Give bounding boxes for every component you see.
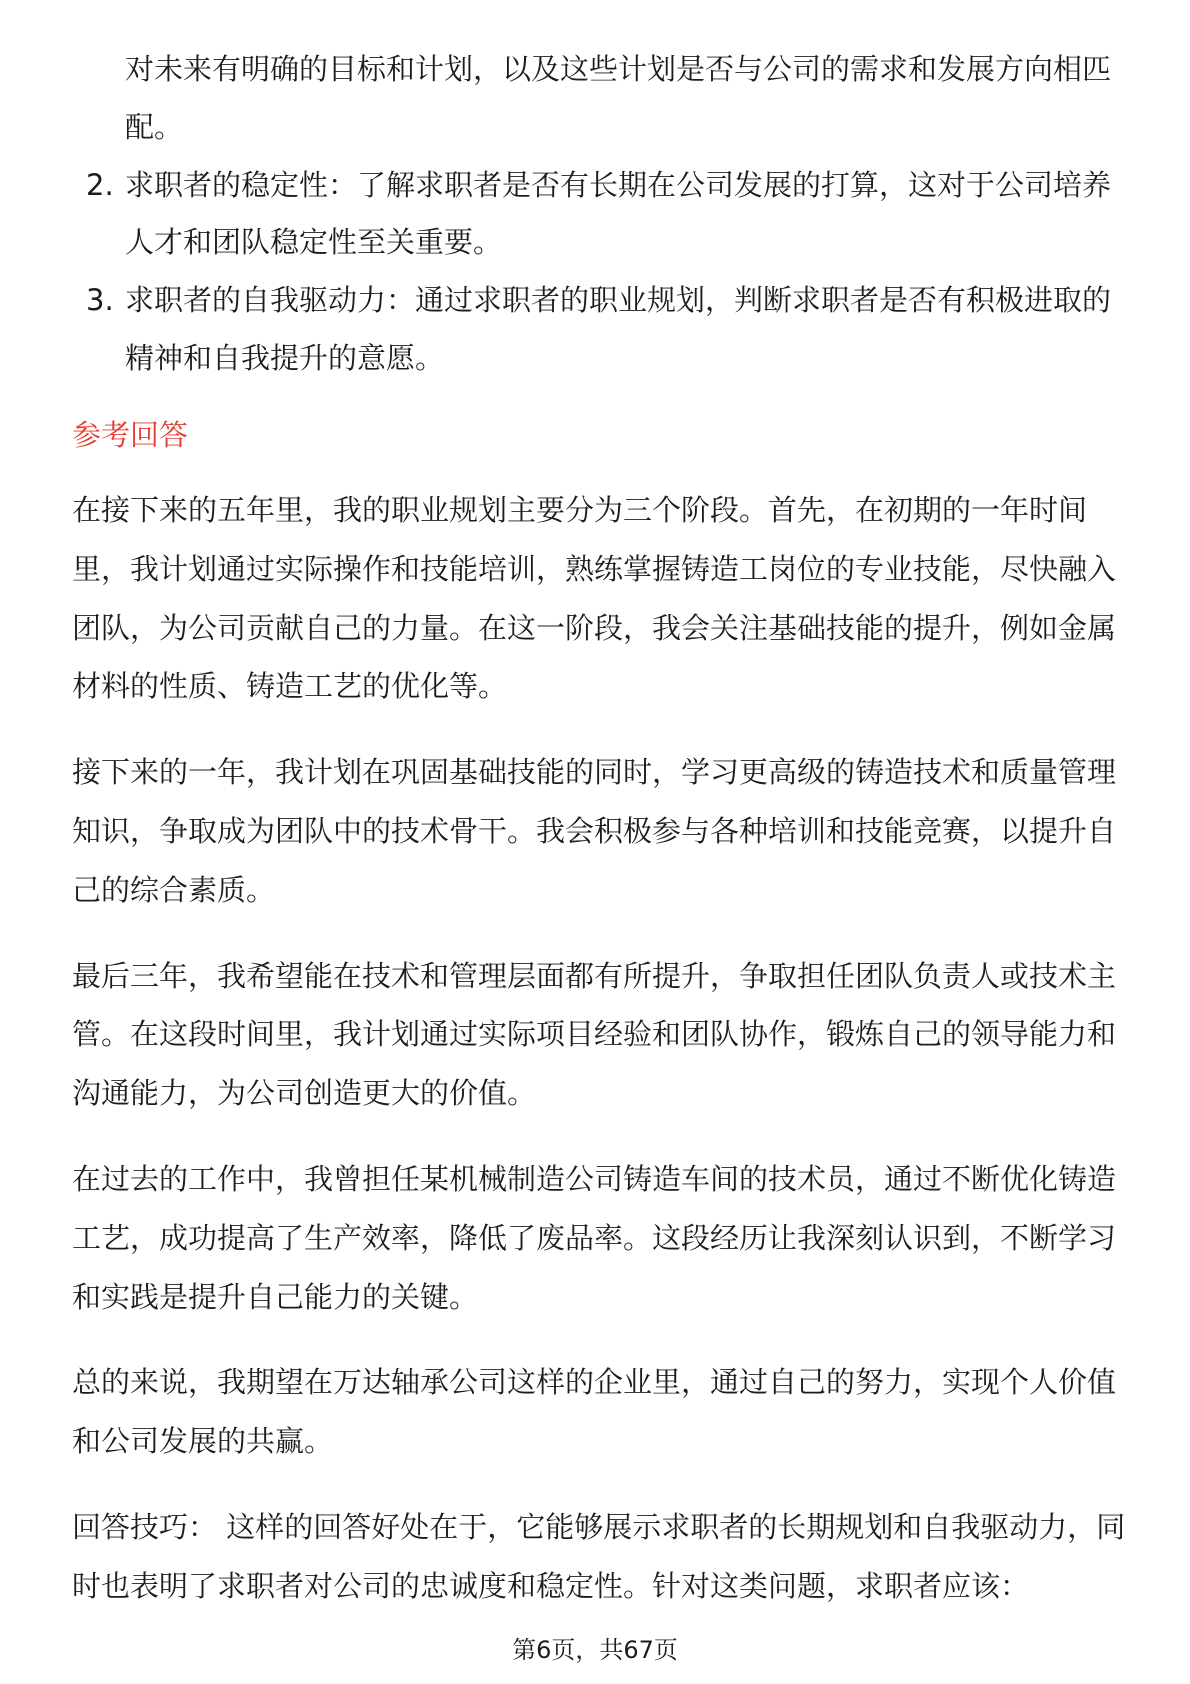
list-item-number: 2. bbox=[86, 167, 114, 202]
reference-answer-body bbox=[72, 481, 1132, 1643]
answer-paragraph-past-experience: 在过去的工作中，我曾担任某机械制造公司铸造车间的技术员，通过不断优化铸造工艺，成功提高了生产效率，降低了废品率。这段经历让我深刻认识到，不断学习和实践是提升自己能力的关键。 bbox=[72, 1161, 1117, 1314]
list-item-text: 求职者的稳定性：了解求职者是否有长期在公司发展的打算，这对于公司培养人才和团队稳定性至关重要。 bbox=[125, 167, 1112, 260]
list-item-number: 3. bbox=[86, 283, 114, 318]
answer-paragraph-plan-overview: 在接下来的五年里，我的职业规划主要分为三个阶段。首先，在初期的一年时间里，我计划通过实际操作和技能培训，熟练掌握铸造工岗位的专业技能，尽快融入团队，为公司贡献自己的力量。在这一阶段，我会关注基础技能的提升，例如金属材料的性质、铸造工艺的优化等。 bbox=[72, 493, 1117, 704]
answer-paragraph-final-years: 最后三年，我希望能在技术和管理层面都有所提升，争取担任团队负责人或技术主管。在这段时间里，我计划通过实际项目经验和团队协作，锻炼自己的领导能力和沟通能力，为公司创造更大的价值。 bbox=[72, 958, 1117, 1111]
list-item-stability bbox=[86, 157, 1115, 273]
section-heading-reference-answer: 参考回答 bbox=[72, 418, 189, 452]
answer-paragraph-summary: 总的来说，我期望在万达轴承公司这样的企业里，通过自己的努力，实现个人价值和公司发展的共赢。 bbox=[72, 1365, 1117, 1459]
page-number-footer: 第6页，共67页 bbox=[512, 1636, 678, 1664]
answer-paragraph-second-year: 接下来的一年，我计划在巩固基础技能的同时，学习更高级的铸造技术和质量管理知识，争取成为团队中的技术骨干。我会积极参与各种培训和技能竞赛，以提升自己的综合素质。 bbox=[72, 755, 1117, 907]
evaluation-points-list bbox=[86, 41, 1115, 388]
list-item-self-motivation bbox=[86, 272, 1115, 388]
list-item-text: 求职者的自我驱动力：通过求职者的职业规划，判断求职者是否有积极进取的精神和自我提升的意愿。 bbox=[125, 283, 1112, 375]
list-item-continuation: 对未来有明确的目标和计划，以及这些计划是否与公司的需求和发展方向相匹配。 bbox=[125, 52, 1112, 144]
answer-paragraph-tips: 回答技巧： 这样的回答好处在于，它能够展示求职者的长期规划和自我驱动力，同时也表明了求职者对公司的忠诚度和稳定性。针对这类问题，求职者应该： bbox=[72, 1509, 1126, 1603]
